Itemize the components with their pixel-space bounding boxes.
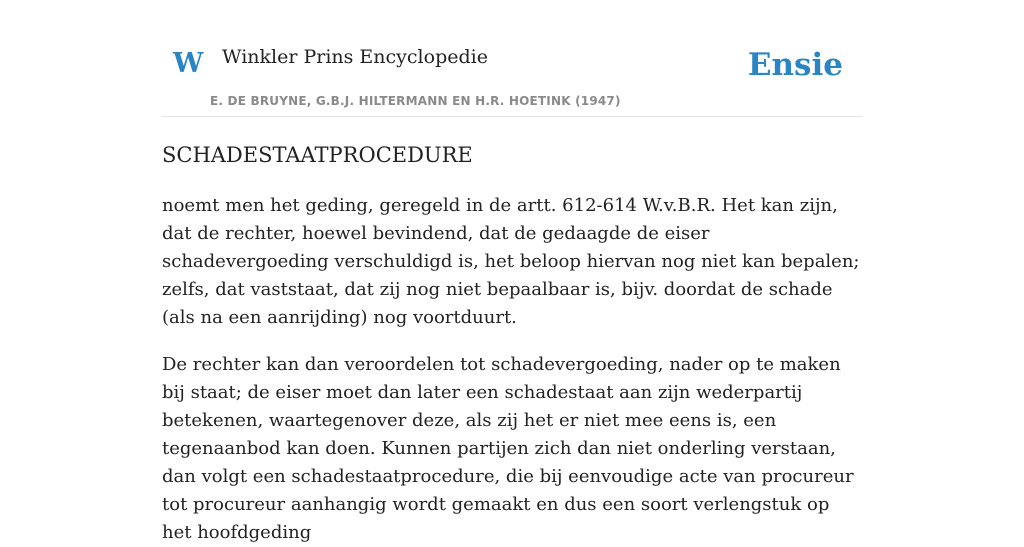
brand-logo[interactable]: Ensie xyxy=(747,47,843,83)
source-logo[interactable]: W xyxy=(173,48,204,79)
source-title[interactable]: Winkler Prins Encyclopedie xyxy=(222,46,488,68)
source-header xyxy=(162,0,862,117)
article-paragraph-1: noemt men het geding, geregeld in de artt. 612-614 W.v.B.R. Het kan zijn, dat de rechter, hoewel bevindend, dat de gedaagde de eiser schadevergoeding verschuldigd is, het beloop hiervan nog niet kan bepalen; zelfs, dat vaststaat, dat zij nog niet bepaalbaar is, bijv. doordat de schade (als na een aanrijding) nog voortduurt. xyxy=(162,195,860,328)
article-title: SCHADESTAATPROCEDURE xyxy=(162,143,473,167)
source-authors: E. DE BRUYNE, G.B.J. HILTERMANN EN H.R. HOETINK (1947) xyxy=(210,94,621,108)
article-paragraph-2: De rechter kan dan veroordelen tot schadevergoeding, nader op te maken bij staat; de eiser moet dan later een schadestaat aan zijn wederpartij betekenen, waartegenover deze, als zij het er niet mee eens is, een tegenaanbod kan doen. Kunnen partijen zich dan niet onderling verstaan, dan volgt een schadestaatprocedure, die bij eenvoudige acte van procureur tot procureur aanhangig wordt gemaakt en dus een soort verlengstuk op het hoofdgeding xyxy=(162,354,854,543)
article-body xyxy=(162,140,862,547)
